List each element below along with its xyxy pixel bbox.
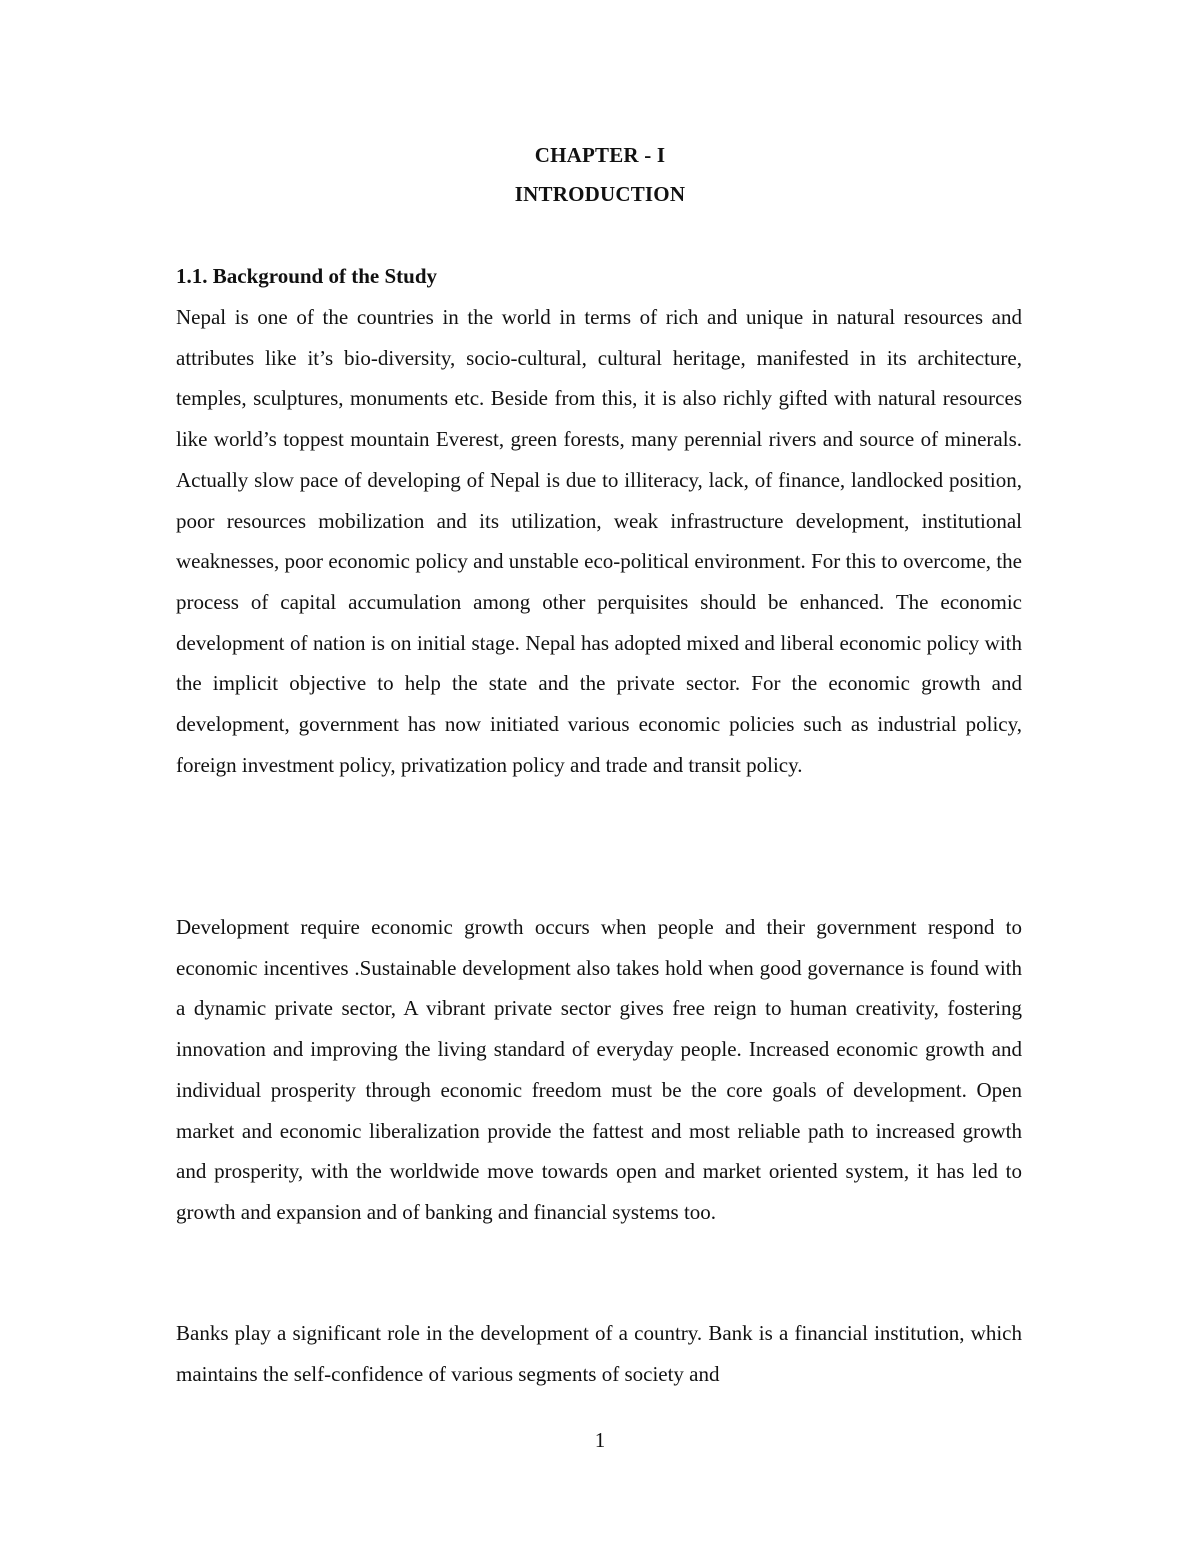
page-number: 1 bbox=[594, 1428, 606, 1452]
paragraph: Banks play a significant role in the development of a country. Bank is a financial institution, which maintains the self-confidence of various segments of society and bbox=[176, 1321, 1022, 1386]
paragraph: Nepal is one of the countries in the world in terms of rich and unique in natural resources and attributes like it’s bio-diversity, socio-cultural, cultural heritage, manifested in its architecture, temples, sculptures, monuments etc. Beside from this, it is also richly gifted with natural resources like world’s toppest mountain Everest, green forests, many perennial rivers and source of minerals. Actually slow pace of developing of Nepal is due to illiteracy, lack, of finance, landlocked position, poor resources mobilization and its utilization, weak infrastructure development, institutional weaknesses, poor economic policy and unstable eco-political environment. For this to overcome, the process of capital accumulation among other perquisites should be enhanced. The economic development of nation is on initial stage. Nepal has adopted mixed and liberal economic policy with the implicit objective to help the state and the private sector. For the economic growth and development, government has now initiated various economic policies such as industrial policy, foreign investment policy, privatization policy and trade and transit policy. bbox=[176, 305, 1022, 777]
chapter-number: CHAPTER - I bbox=[534, 143, 666, 167]
chapter-title: INTRODUCTION bbox=[514, 182, 686, 206]
paragraph: Development require economic growth occurs when people and their government respond to economic incentives .Sustainable development also takes hold when good governance is found with a dynamic private sector, A vibrant private sector gives free reign to human creativity, fostering innovation and improving the living standard of everyday people. Increased economic growth and individual prosperity through economic freedom must be the core goals of development. Open market and economic liberalization provide the fattest and most reliable path to increased growth and prosperity, with the worldwide move towards open and market oriented system, it has led to growth and expansion and of banking and financial systems too. bbox=[176, 915, 1022, 1224]
section-heading: 1.1. Background of the Study bbox=[176, 264, 438, 288]
